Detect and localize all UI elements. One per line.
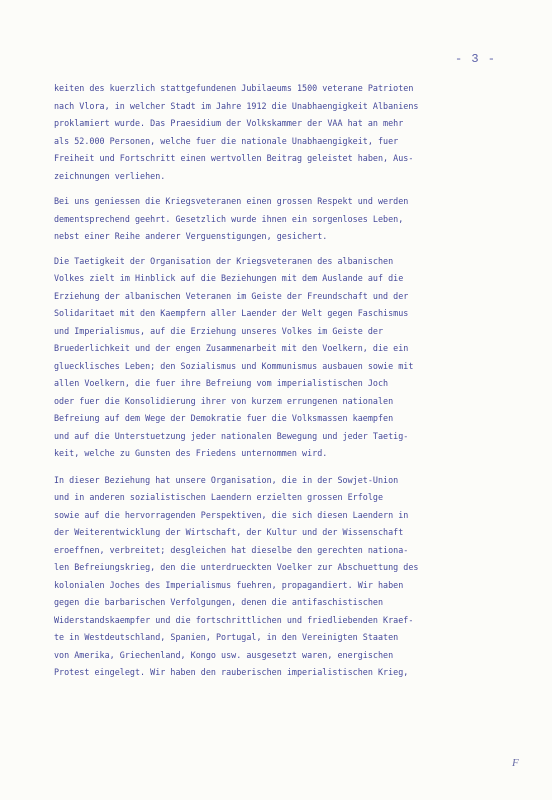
text-line: und auf die Unterstuetzung jeder nationalen Bewegung und jeder Taetig-	[54, 430, 409, 441]
text-line: als 52.000 Personen, welche fuer die nationale Unabhaengigkeit, fuer	[54, 135, 399, 146]
text-line: gegen die barbarischen Verfolgungen, denen die antifaschistischen	[54, 597, 384, 607]
text-line: der Weiterentwicklung der Wirtschaft, der Kultur und der Wissenschaft	[54, 527, 404, 537]
text-line: zeichnungen verliehen.	[54, 170, 166, 181]
text-line: nach Vlora, in welcher Stadt im Jahre 1912 die Unabhaengigkeit Albaniens	[54, 100, 419, 111]
paragraph-2	[54, 193, 534, 246]
text-line: kolonialen Joches des Imperialismus fuehren, propagandiert. Wir haben	[54, 579, 404, 590]
text-line: Die Taetigkeit der Organisation der Kriegsveteranen des albanischen	[54, 255, 394, 266]
text-line: allen Voelkern, die fuer ihre Befreiung vom imperialistischen Joch	[54, 378, 389, 388]
text-line: Solidaritaet mit den Kaempfern aller Laender der Welt gegen Faschismus	[54, 308, 409, 318]
text-line: Volkes zielt im Hinblick auf die Beziehungen mit dem Auslande auf die	[54, 273, 404, 283]
text-line: nebst einer Reihe anderer Verguenstigungen, gesichert.	[54, 231, 328, 241]
text-line: Befreiung auf dem Wege der Demokratie fuer die Volksmassen kaempfen	[54, 413, 394, 423]
text-line: gluecklisches Leben; den Sozialismus und Kommunismus ausbauen sowie mit	[54, 360, 414, 371]
text-line: und Imperialismus, auf die Erziehung unseres Volkes im Geiste der	[54, 325, 384, 336]
text-line: keiten des kuerzlich stattgefundenen Jubilaeums 1500 veterane Patrioten	[54, 83, 414, 93]
paragraph-4	[54, 472, 534, 682]
page-number: - 3 -	[455, 52, 497, 66]
text-line: Bruederlichkeit und der engen Zusammenarbeit mit den Voelkern, die ein	[54, 343, 409, 353]
text-line: Widerstandskaempfer und die fortschrittlichen und friedliebenden Kraef-	[54, 614, 414, 625]
text-line: oder fuer die Konsolidierung ihrer von kurzem errungenen nationalen	[54, 395, 394, 406]
handwritten-mark: F	[512, 757, 519, 769]
text-line: von Amerika, Griechenland, Kongo usw. ausgesetzt waren, energischen	[54, 649, 394, 660]
paragraph-3	[54, 253, 534, 463]
text-line: eroeffnen, verbreitet; desgleichen hat dieselbe den gerechten nationa-	[54, 544, 409, 555]
text-line: Bei uns geniessen die Kriegsveteranen einen grossen Respekt und werden	[54, 196, 409, 206]
text-line: len Befreiungskrieg, den die unterdrueckten Voelker zur Abschuettung des	[54, 562, 419, 572]
paragraph-1	[54, 80, 534, 185]
text-line: Protest eingelegt. Wir haben den rauberischen imperialistischen Krieg,	[54, 667, 409, 677]
text-line: Erziehung der albanischen Veteranen im Geiste der Freundschaft und der	[54, 290, 409, 301]
text-line: te in Westdeutschland, Spanien, Portugal, in den Vereinigten Staaten	[54, 632, 399, 642]
text-line: und in anderen sozialistischen Laendern erzielten grossen Erfolge	[54, 492, 384, 502]
text-line: Freiheit und Fortschritt einen wertvollen Beitrag geleistet haben, Aus-	[54, 153, 414, 163]
text-line: sowie auf die hervorragenden Perspektiven, die sich diesen Laendern in	[54, 509, 409, 520]
document-body	[54, 80, 534, 682]
text-line: proklamiert wurde. Das Praesidium der Volkskammer der VAA hat an mehr	[54, 118, 404, 128]
text-line: keit, welche zu Gunsten des Friedens unternommen wird.	[54, 448, 328, 458]
text-line: dementsprechend geehrt. Gesetzlich wurde ihnen ein sorgenloses Leben,	[54, 213, 404, 224]
text-line: In dieser Beziehung hat unsere Organisation, die in der Sowjet-Union	[54, 474, 399, 485]
